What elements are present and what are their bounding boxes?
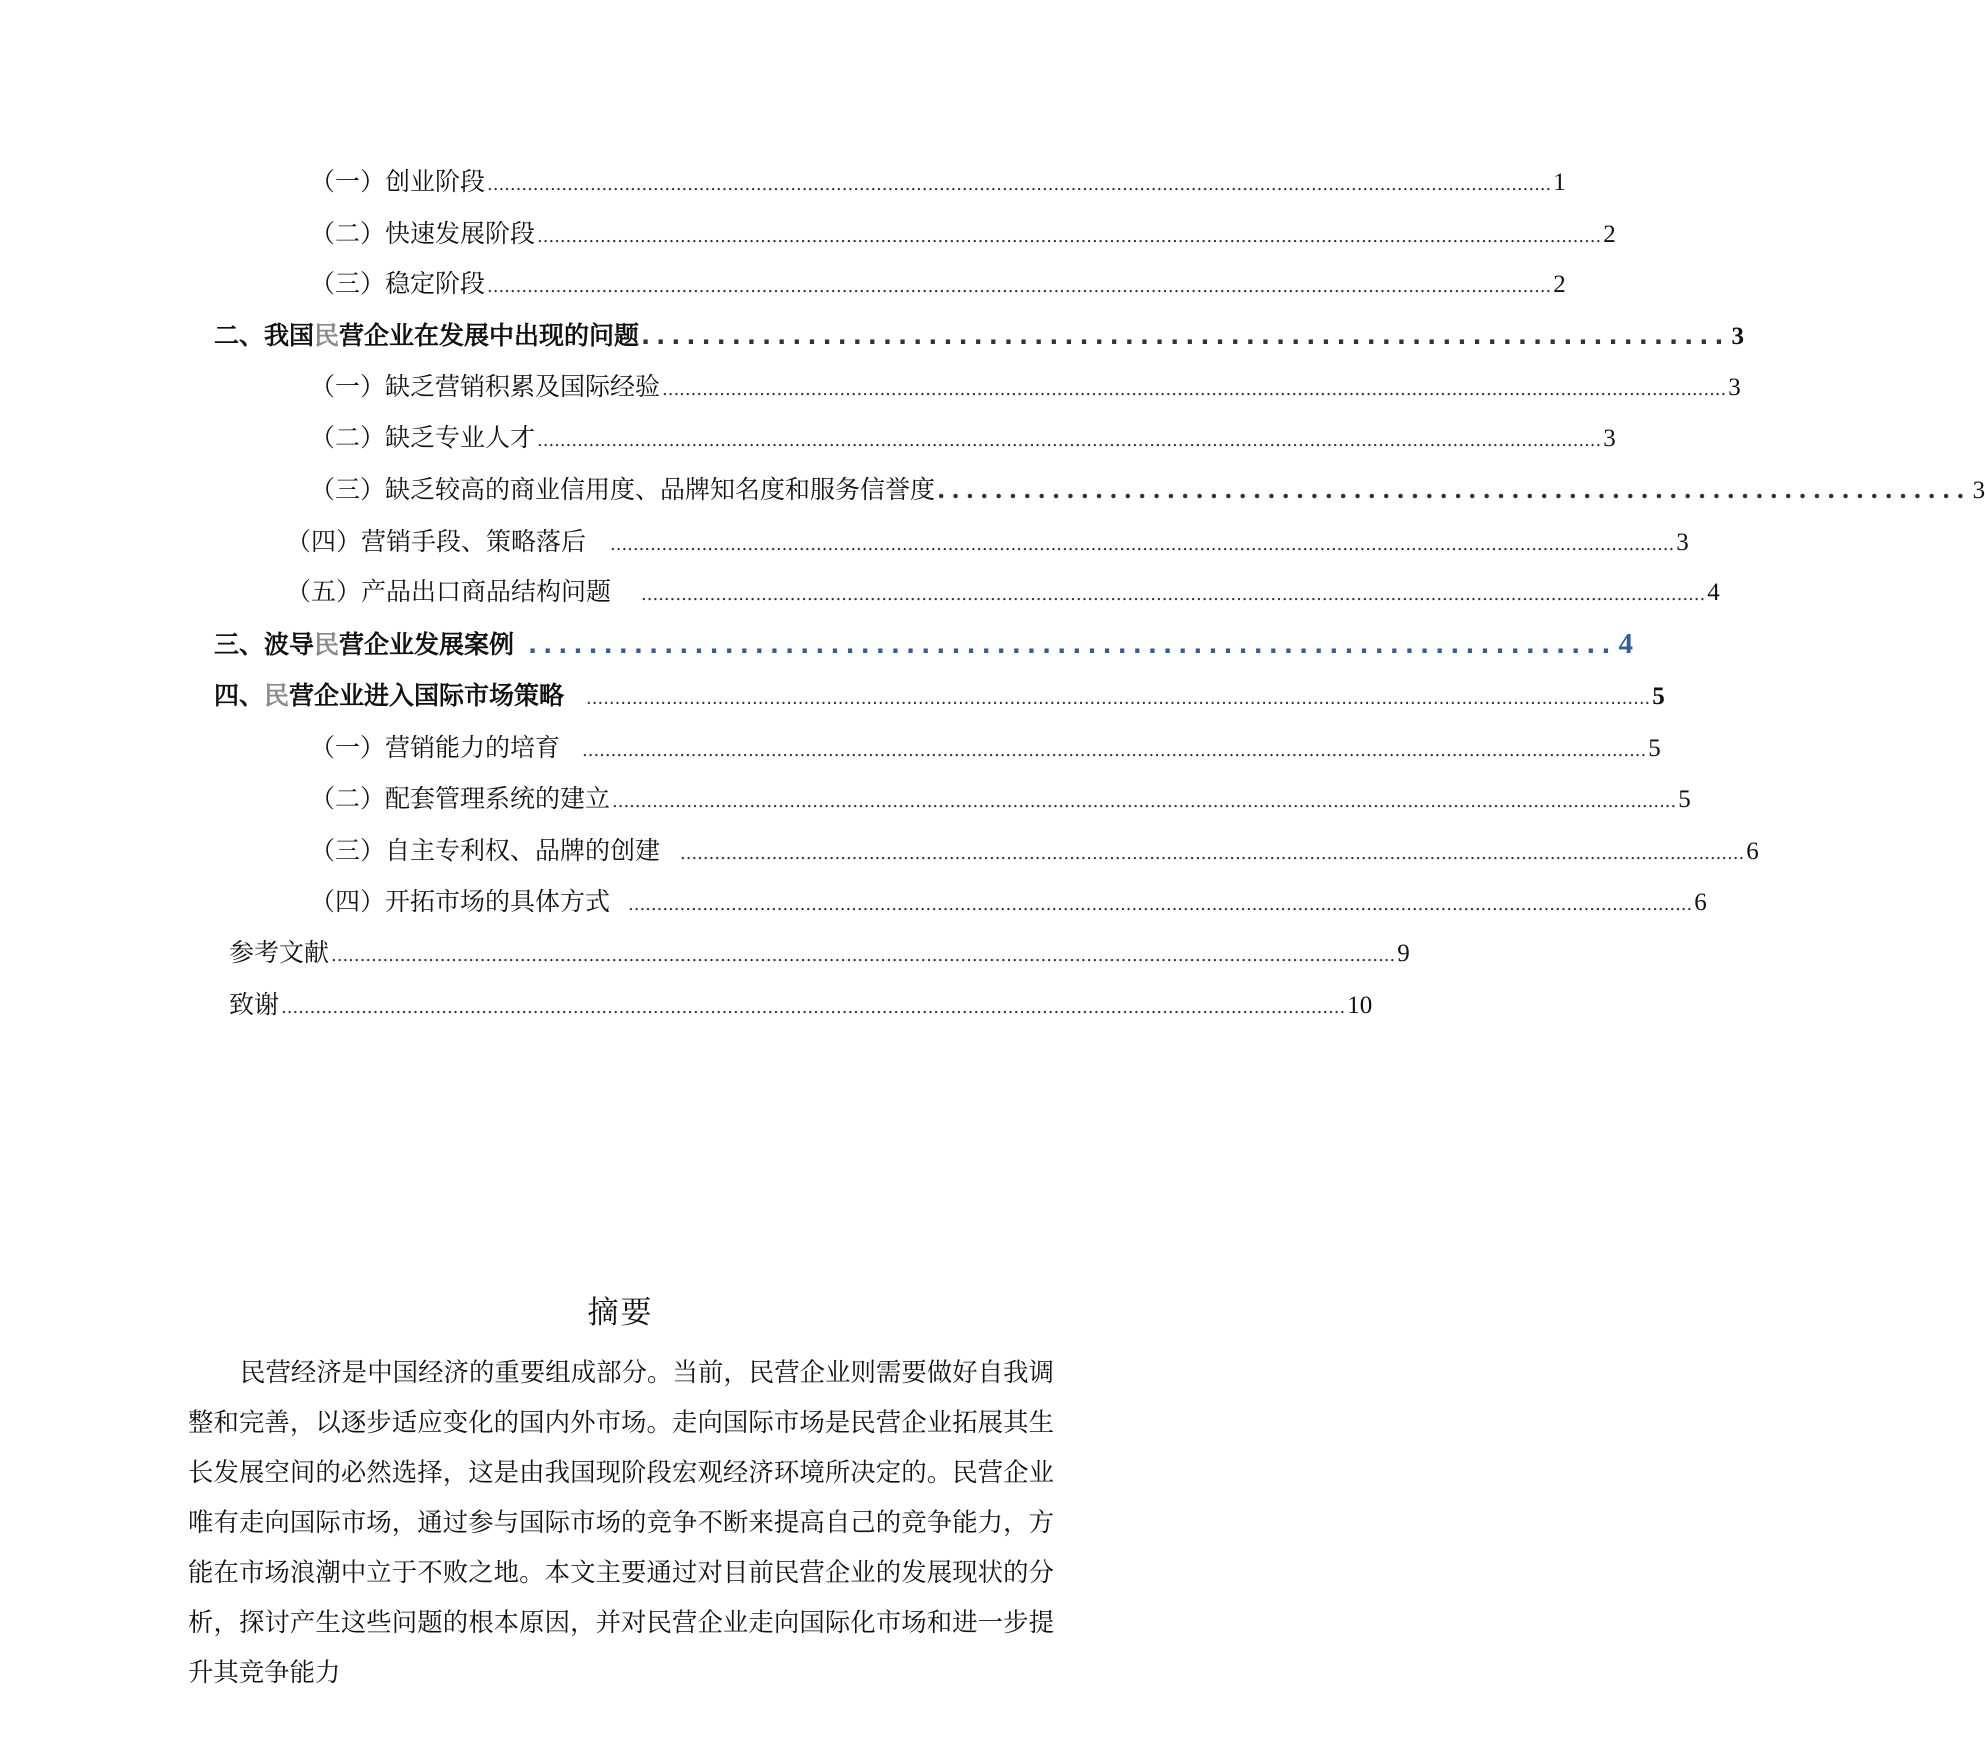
toc-leader-dots: ........................................................................ xyxy=(641,322,1730,350)
toc-leader-dots: .......................................................................................................................................................................................... xyxy=(586,688,1651,709)
toc-entry[interactable] xyxy=(229,987,1373,1023)
toc-entry-page: 3 xyxy=(1972,477,1985,504)
toc-leader-dots: .......................................................................................................................................................................................... xyxy=(331,945,1396,966)
toc-entry-title: 三、波导民营企业发展案例 xyxy=(214,630,515,659)
toc-entry[interactable] xyxy=(310,472,1985,508)
toc-entry-title: （二）缺乏专业人才 xyxy=(310,423,536,452)
toc-entry-title: （二）配套管理系统的建立 xyxy=(310,784,611,813)
toc-entry-page: 4 xyxy=(1618,628,1633,660)
toc-leader-dots: .......................................................................................................................................................................................... xyxy=(610,534,1675,555)
toc-leader-dots: .......................................................................................................................................................................................... xyxy=(582,740,1647,761)
toc-entry-page: 3 xyxy=(1731,323,1744,350)
toc-entry-page: 2 xyxy=(1603,221,1616,248)
abstract-body: 民营经济是中国经济的重要组成部分。当前，民营企业则需要做好自我调整和完善，以逐步适应变化的国内外市场。走向国际市场是民营企业拓展其生长发展空间的必然选择，这是由我国现阶段宏观经济环境所决定的。民营企业唯有走向国际市场，通过参与国际市场的竞争不断来提高自己的竞争能力，方能在市场浪潮中立于不败之地。本文主要通过对目前民营企业的发展现状的分析，探讨产生这些问题的根本原因，并对民营企业走向国际化市场和进一步提升其竞争能力 xyxy=(188,1357,1054,1687)
toc-entry-title: （三）自主专利权、品牌的创建 xyxy=(310,836,661,865)
toc-entry-page: 9 xyxy=(1397,940,1410,967)
toc-entry[interactable] xyxy=(286,574,1720,610)
toc-entry[interactable] xyxy=(310,266,1566,302)
toc-entry[interactable] xyxy=(310,833,1759,869)
toc-entry-title: （一）缺乏营销积累及国际经验 xyxy=(310,372,661,401)
toc-entry-page: 2 xyxy=(1553,271,1566,298)
toc-leader-dots: .......................................................................................................................................................................................... xyxy=(680,843,1745,864)
toc-entry-title: 参考文献 xyxy=(229,938,330,967)
toc-entry-page: 3 xyxy=(1603,425,1616,452)
toc-entry[interactable] xyxy=(310,781,1691,817)
toc-leader-dots: .......................................................................................................................................................................................... xyxy=(537,430,1602,451)
toc-entry[interactable] xyxy=(310,369,1741,405)
toc-entry-page: 3 xyxy=(1676,529,1689,556)
toc-entry-page: 5 xyxy=(1652,683,1665,710)
toc-chapter-entry[interactable] xyxy=(214,318,1744,354)
toc-entry-page: 6 xyxy=(1694,889,1707,916)
toc-leader-dots: .......................................................................................................................................................................................... xyxy=(281,997,1346,1018)
toc-entry-page: 6 xyxy=(1746,838,1759,865)
toc-leader-dots: ........................................................................ xyxy=(528,631,1617,659)
toc-leader-dots: .......................................................................................................................................................................................... xyxy=(537,226,1602,247)
toc-chapter-entry[interactable] xyxy=(214,626,1633,662)
abstract-title: 摘要 xyxy=(587,1295,654,1331)
toc-entry-title: 二、我国民营企业在发展中出现的问题 xyxy=(214,321,640,350)
toc-entry-title: （四）营销手段、策略落后 xyxy=(286,527,587,556)
toc-entry-page: 3 xyxy=(1728,374,1741,401)
toc-entry-title: （一）创业阶段 xyxy=(310,167,486,196)
toc-entry-page: 4 xyxy=(1707,579,1720,606)
toc-entry-title: （二）快速发展阶段 xyxy=(310,219,536,248)
toc-entry-title: （一）营销能力的培育 xyxy=(310,733,561,762)
toc-entry-page: 5 xyxy=(1678,786,1691,813)
toc-entry-title: （三）缺乏较高的商业信用度、品牌知名度和服务信誉度 xyxy=(310,475,936,504)
toc-entry[interactable] xyxy=(310,730,1661,766)
toc-entry-title: 致谢 xyxy=(229,990,280,1019)
toc-entry-page: 5 xyxy=(1648,735,1661,762)
toc-entry-title: （三）稳定阶段 xyxy=(310,269,486,298)
toc-entry[interactable] xyxy=(310,420,1616,456)
toc-entry-page: 10 xyxy=(1347,992,1373,1019)
toc-leader-dots: .......................................................................................................................................................................................... xyxy=(487,174,1552,195)
toc-leader-dots: ........................................................................ xyxy=(937,475,1971,504)
toc-leader-dots: .......................................................................................................................................................................................... xyxy=(662,379,1727,400)
toc-entry[interactable] xyxy=(310,164,1566,200)
toc-leader-dots: .......................................................................................................................................................................................... xyxy=(487,276,1552,297)
toc-entry-title: （五）产品出口商品结构问题 xyxy=(286,577,612,606)
toc-leader-dots: .......................................................................................................................................................................................... xyxy=(612,791,1677,812)
toc-leader-dots: .......................................................................................................................................................................................... xyxy=(628,894,1693,915)
toc-entry[interactable] xyxy=(229,935,1410,971)
toc-entry-page: 1 xyxy=(1553,169,1566,196)
toc-leader-dots: .......................................................................................................................................................................................... xyxy=(641,584,1706,605)
toc-entry[interactable] xyxy=(310,216,1616,252)
toc-entry[interactable] xyxy=(286,524,1689,560)
toc-entry-title: （四）开拓市场的具体方式 xyxy=(310,887,611,916)
toc-entry[interactable] xyxy=(310,884,1707,920)
toc-chapter-entry[interactable] xyxy=(214,678,1665,714)
toc-entry-title: 四、民营企业进入国际市场策略 xyxy=(214,681,565,710)
